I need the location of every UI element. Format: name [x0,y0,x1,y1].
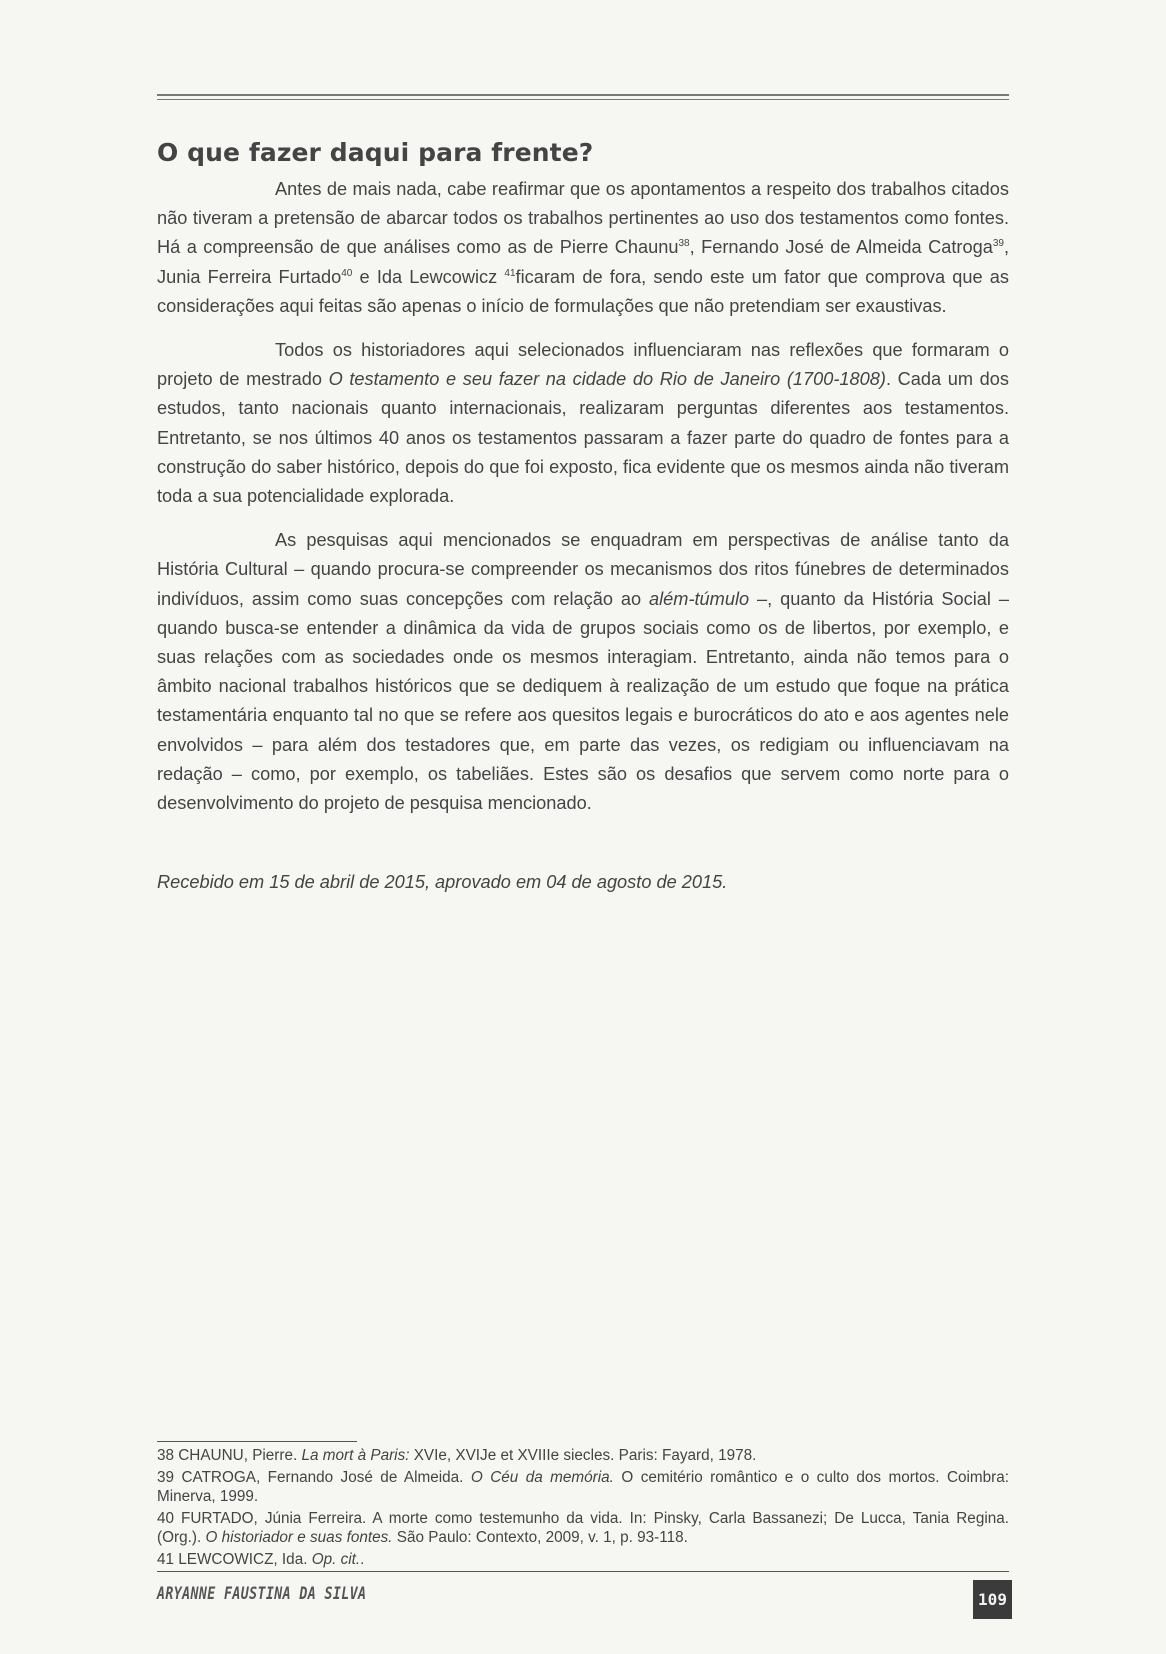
footnote-40-text-b: São Paulo: Contexto, 2009, v. 1, p. 93-118. [392,1529,688,1546]
paragraph-3 [157,526,1009,818]
paragraph-2-text-b: . Cada um dos estudos, tanto nacionais quanto internacionais, realizaram perguntas diferentes aos testamentos. Entretanto, se nos últimos 40 anos os testamentos passaram a fazer parte do quadro de fontes para a construção do saber histórico, depois do que foi exposto, fica evidente que os mesmos ainda não tiveram toda a sua potencialidade explorada. [157,369,1009,507]
footnote-ref-39[interactable]: 39 [992,238,1004,250]
footnote-38-text-a: 38 CHAUNU, Pierre. [157,1447,302,1464]
footnote-40-text-a: 40 FURTADO, Júnia Ferreira. A morte como testemunho da vida. In: Pinsky, Carla Bassanezi; De Lucca, Tania Regina. (Org.). [157,1510,1009,1546]
footer-rule [157,1571,1009,1572]
received-date-line: Recebido em 15 de abril de 2015, aprovado em 04 de agosto de 2015. [157,872,728,893]
project-title-italic: O testamento e seu fazer na cidade do Rio de Janeiro (1700-1808) [328,369,886,390]
footnote-38-text-b: XVIe, XVIJe et XVIIIe siecles. Paris: Fayard, 1978. [409,1447,757,1464]
paragraph-1-text-a: Antes de mais nada, cabe reafirmar que os apontamentos a respeito dos trabalhos citados não tiveram a pretensão de abarcar todos os trabalhos pertinentes ao uso dos testamentos como fontes. Há a compreensão de que análises como as de Pierre Chaunu [157,179,1009,258]
footnote-38 [157,1446,1009,1465]
paragraph-1-text-b: , Fernando José de Almeida Catroga [689,237,993,258]
paragraph-3-text-a: As pesquisas aqui mencionados se enquadram em perspectivas de análise tanto da História Cultural – quando procura-se compreender os mecanismos dos ritos fúnebres de determinados indivíduos, assim como suas concepções com relação ao [157,530,1009,609]
footnote-41-title: Op. cit. [311,1551,361,1568]
paragraph-3-text-b: –, quanto da História Social – quando busca-se entender a dinâmica da vida de grupos sociais como os de libertos, por exemplo, e suas relações com as sociedades onde os mesmos interagiam. Entretanto, ainda não temos para o âmbito nacional trabalhos históricos que se dediquem à realização de um estudo que foque na prática testamentária enquanto tal no que se refere aos quesitos legais e burocráticos do ato e aos agentes nele envolvidos – para além dos testadores que, em parte das vezes, os redigiam ou influenciavam na redação – como, por exemplo, os tabeliães. Estes são os desafios que servem como norte para o desenvolvimento do projeto de pesquisa mencionado. [157,588,1009,814]
paragraph-2 [157,336,1009,511]
page-number-badge: 109 [973,1580,1012,1619]
footnote-40-title: O historiador e suas fontes. [205,1529,393,1546]
footnote-40 [157,1509,1009,1547]
paragraph-2-text-a: Todos os historiadores aqui selecionados influenciaram nas reflexões que formaram o projeto de mestrado [157,340,1009,390]
main-content [157,138,1009,893]
paragraph-1 [157,175,1009,321]
footnote-41-text-b: . [360,1551,365,1568]
footnote-separator [157,1441,357,1442]
footnote-41 [157,1550,1009,1569]
footnote-39 [157,1468,1009,1506]
footnote-38-title: La mort à Paris: [301,1447,410,1464]
term-italic: além-túmulo [649,588,750,609]
footnote-ref-40[interactable]: 40 [341,267,353,279]
paragraph-1-text-d: e Ida Lewcowicz [352,266,505,287]
footnotes-block [157,1446,1009,1572]
section-heading: O que fazer daqui para frente? [157,138,594,167]
footnote-39-text-a: 39 CATROGA, Fernando José de Almeida. [157,1469,471,1486]
running-footer-author: ARYANNE FAUSTINA DA SILVA [157,1584,367,1604]
footnote-39-title: O Céu da memória. [470,1469,614,1486]
footnote-ref-38[interactable]: 38 [678,238,690,250]
footnote-41-text-a: 41 LEWCOWICZ, Ida. [157,1551,312,1568]
paragraph-1-text-e: ficaram de fora, sendo este um fator que comprova que as considerações aqui feitas são apenas o início de formulações que não pretendiam ser exaustivas. [157,266,1010,316]
header-double-rule [157,94,1009,100]
footnote-39-text-b: O cemitério romântico e o culto dos mortos. Coimbra: Minerva, 1999. [157,1469,1010,1505]
paragraph-1-text-c: , Junia Ferreira Furtado [157,237,1009,287]
footnote-ref-41[interactable]: 41 [504,267,516,279]
